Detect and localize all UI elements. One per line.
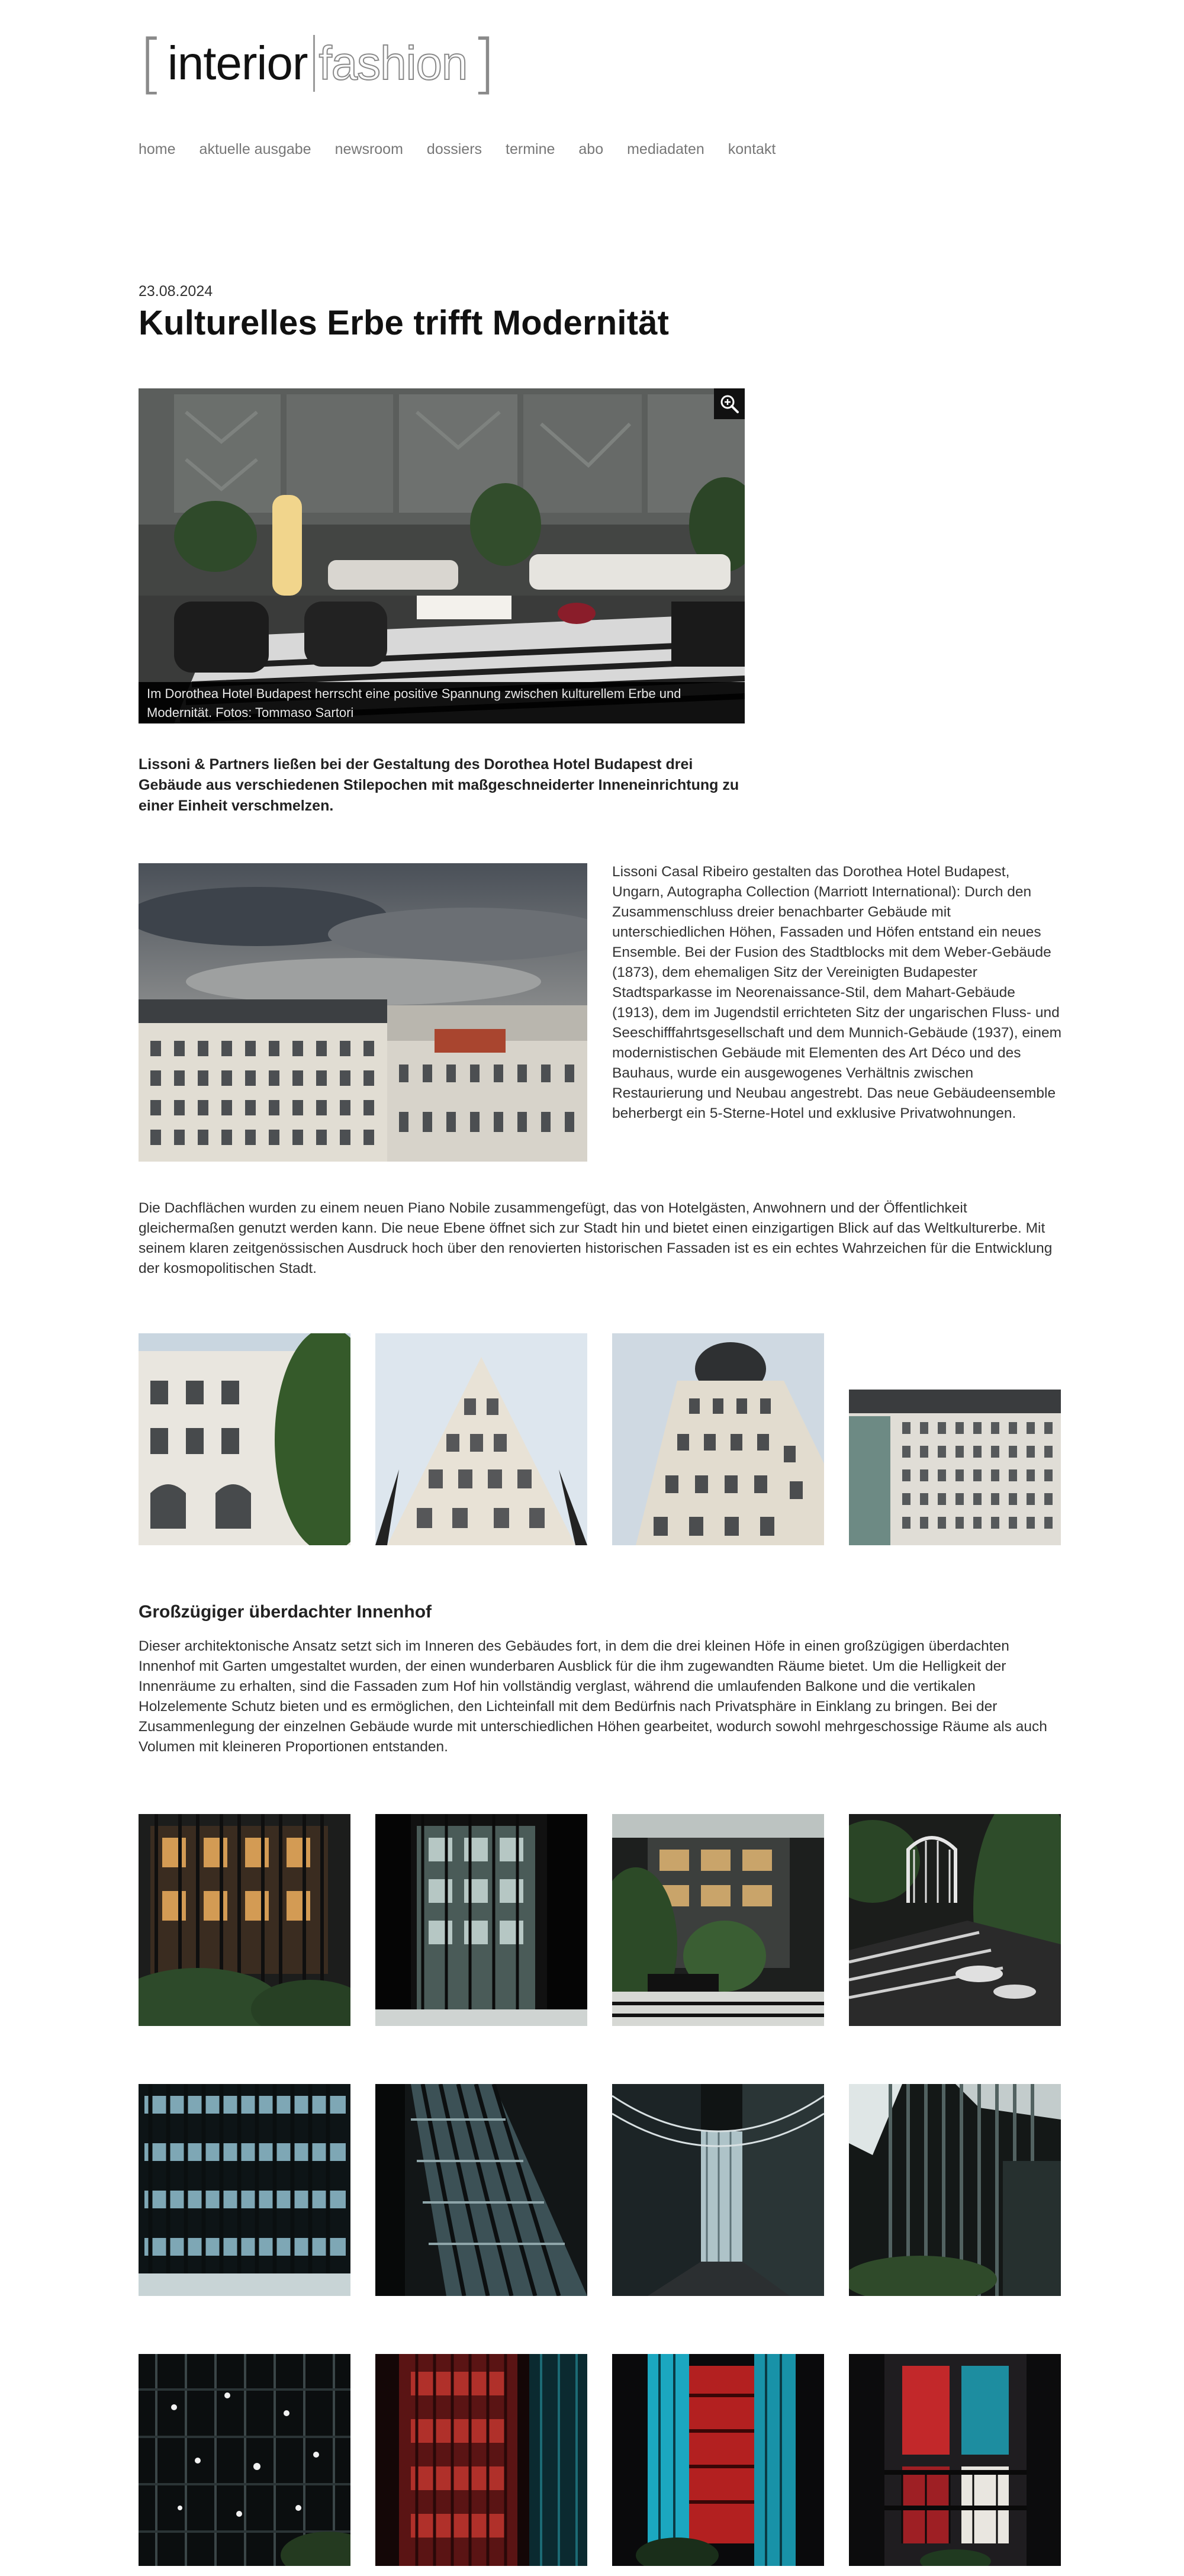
article-title: Kulturelles Erbe trifft Modernität (139, 304, 670, 342)
article-lead: Lissoni & Partners ließen bei der Gestaltung des Dorothea Hotel Budapest drei Gebäude aus verschiedenen Stilepochen mit maßgeschneiderter Inneneinrichtung zu einer Einheit verschmelzen. (139, 756, 739, 814)
gallery-image-courtyard-1[interactable] (139, 1814, 350, 2026)
courtyard-photo-3 (612, 1814, 824, 2026)
facade-photo-2 (375, 1333, 587, 1545)
gallery-image-facade-2[interactable] (375, 1333, 587, 1545)
gallery-image-facade-3[interactable] (612, 1333, 824, 1545)
courtyard-photo-4 (849, 1814, 1061, 2026)
article-date: 23.08.2024 (139, 283, 213, 300)
facade-photo-4 (849, 1333, 1061, 1545)
atrium-photo-3 (612, 2084, 824, 2296)
gallery-image-interior-2[interactable] (375, 2354, 587, 2566)
hero-caption: Im Dorothea Hotel Budapest herrscht eine positive Spannung zwischen kulturellem Erbe und Modernität. Fotos: Tommaso Sartori (139, 682, 745, 723)
facade-photo-1 (139, 1333, 350, 1545)
main-navigation (139, 141, 799, 158)
nav-home[interactable]: home (139, 141, 176, 157)
logo-text-fashion: fashion (318, 37, 468, 89)
atrium-photo-1 (139, 2084, 350, 2296)
interior-photo-2 (375, 2354, 587, 2566)
nav-mediadaten[interactable]: mediadaten (627, 141, 704, 157)
interior-photo-3 (612, 2354, 824, 2566)
gallery-image-courtyard-4[interactable] (849, 1814, 1061, 2026)
logo-bracket-left: [ (139, 25, 164, 101)
hero-image (139, 388, 745, 723)
hero-figure[interactable] (139, 388, 745, 723)
gallery-image-courtyard-3[interactable] (612, 1814, 824, 2026)
article-body-1: Lissoni Casal Ribeiro gestalten das Dorothea Hotel Budapest, Ungarn, Autographa Collection (Marriott International): Durch den Zusammenschluss dreier benachbarter Gebäude mit unterschiedlichen Höhen, Fassaden und Höfen entstand ein neues Ensemble. Bei der Fusion des Stadtblocks mit dem Weber-Gebäude (1873), dem ehemaligen Sitz der Vereinigten Budapester Stadtsparkasse im Neorenaissance-Stil, dem Mahart-Gebäude (1913), dem im Jugendstil errichteten Sitz der ungarischen Fluss- und Seeschifffahrtsgesellschaft und dem Munnich-Gebäude (1937), einem modernistischen Gebäude mit Elementen des Art Déco und des Bauhaus, wurde ein ausgewogenes Verhältnis zwischen Restaurierung und Neubau angestrebt. Das neue Gebäudeensemble beherbergt ein 5-Sterne-Hotel und exklusive Privatwohnungen. (612, 864, 1062, 1121)
building-exterior-photo (139, 863, 587, 1162)
gallery-image-atrium-4[interactable] (849, 2084, 1061, 2296)
courtyard-photo-2 (375, 1814, 587, 2026)
nav-dossiers[interactable]: dossiers (426, 141, 482, 157)
article-body-3: Dieser architektonische Ansatz setzt sich im Inneren des Gebäudes fort, in dem die drei kleinen Höfe in einen großzügigen überdachten Innenhof mit Garten umgestaltet wurden, der einen wunderbaren Ausblick für die ihm zugewandten Räume bietet. Um die Helligkeit der Innenräume zu erhalten, sind die Fassaden zum Hof hin vollständig verglast, während die umlaufenden Balkone und die vertikalen Holzelemente Schutz bieten und es ermöglichen, den Lichteinfall mit dem Bedürfnis nach Privatsphäre in Einklang zu bringen. Bei der Zusammenlegung der einzelnen Gebäude wurde mit unterschiedlichen Höhen gearbeitet, wodurch sowohl mehrgeschossige Räume als auch Volumen mit kleineren Proportionen entstanden. (139, 1638, 1047, 1755)
section-subheading: Großzügiger überdachter Innenhof (139, 1602, 432, 1622)
courtyard-photo-1 (139, 1814, 350, 2026)
logo-text-interior: interior (167, 37, 308, 89)
atrium-photo-2 (375, 2084, 587, 2296)
nav-newsroom[interactable]: newsroom (334, 141, 403, 157)
gallery-image-courtyard-2[interactable] (375, 1814, 587, 2026)
logo-divider (313, 35, 315, 92)
zoom-in-icon (719, 394, 739, 414)
interior-photo-1 (139, 2354, 350, 2566)
nav-aktuelle-ausgabe[interactable]: aktuelle ausgabe (199, 141, 311, 157)
nav-termine[interactable]: termine (506, 141, 555, 157)
nav-kontakt[interactable]: kontakt (728, 141, 776, 157)
building-exterior-image[interactable] (139, 863, 587, 1162)
article-body-2: Die Dachflächen wurden zu einem neuen Piano Nobile zusammengefügt, das von Hotelgästen, Anwohnern und der Öffentlichkeit gleichermaßen genutzt werden kann. Die neue Ebene öffnet sich zur Stadt hin und bietet einen einzigartigen Blick auf das Weltkulturerbe. Mit seinem klaren zeitgenössischen Ausdruck hoch über den renovierten historischen Fassaden ist es ein echtes Wahrzeichen für die Entwicklung der kosmopolitischen Stadt. (139, 1200, 1053, 1276)
gallery-image-atrium-2[interactable] (375, 2084, 587, 2296)
gallery-image-interior-3[interactable] (612, 2354, 824, 2566)
gallery-image-facade-1[interactable] (139, 1333, 350, 1545)
gallery-image-atrium-3[interactable] (612, 2084, 824, 2296)
gallery-image-interior-4[interactable] (849, 2354, 1061, 2566)
zoom-button[interactable] (714, 388, 745, 419)
interior-photo-4 (849, 2354, 1061, 2566)
logo-bracket-right: ] (471, 25, 497, 101)
gallery-image-atrium-1[interactable] (139, 2084, 350, 2296)
nav-abo[interactable]: abo (578, 141, 604, 157)
site-logo[interactable] (139, 25, 497, 101)
facade-photo-3 (612, 1333, 824, 1545)
atrium-photo-4 (849, 2084, 1061, 2296)
gallery-image-facade-4[interactable] (849, 1333, 1061, 1545)
gallery-image-interior-1[interactable] (139, 2354, 350, 2566)
